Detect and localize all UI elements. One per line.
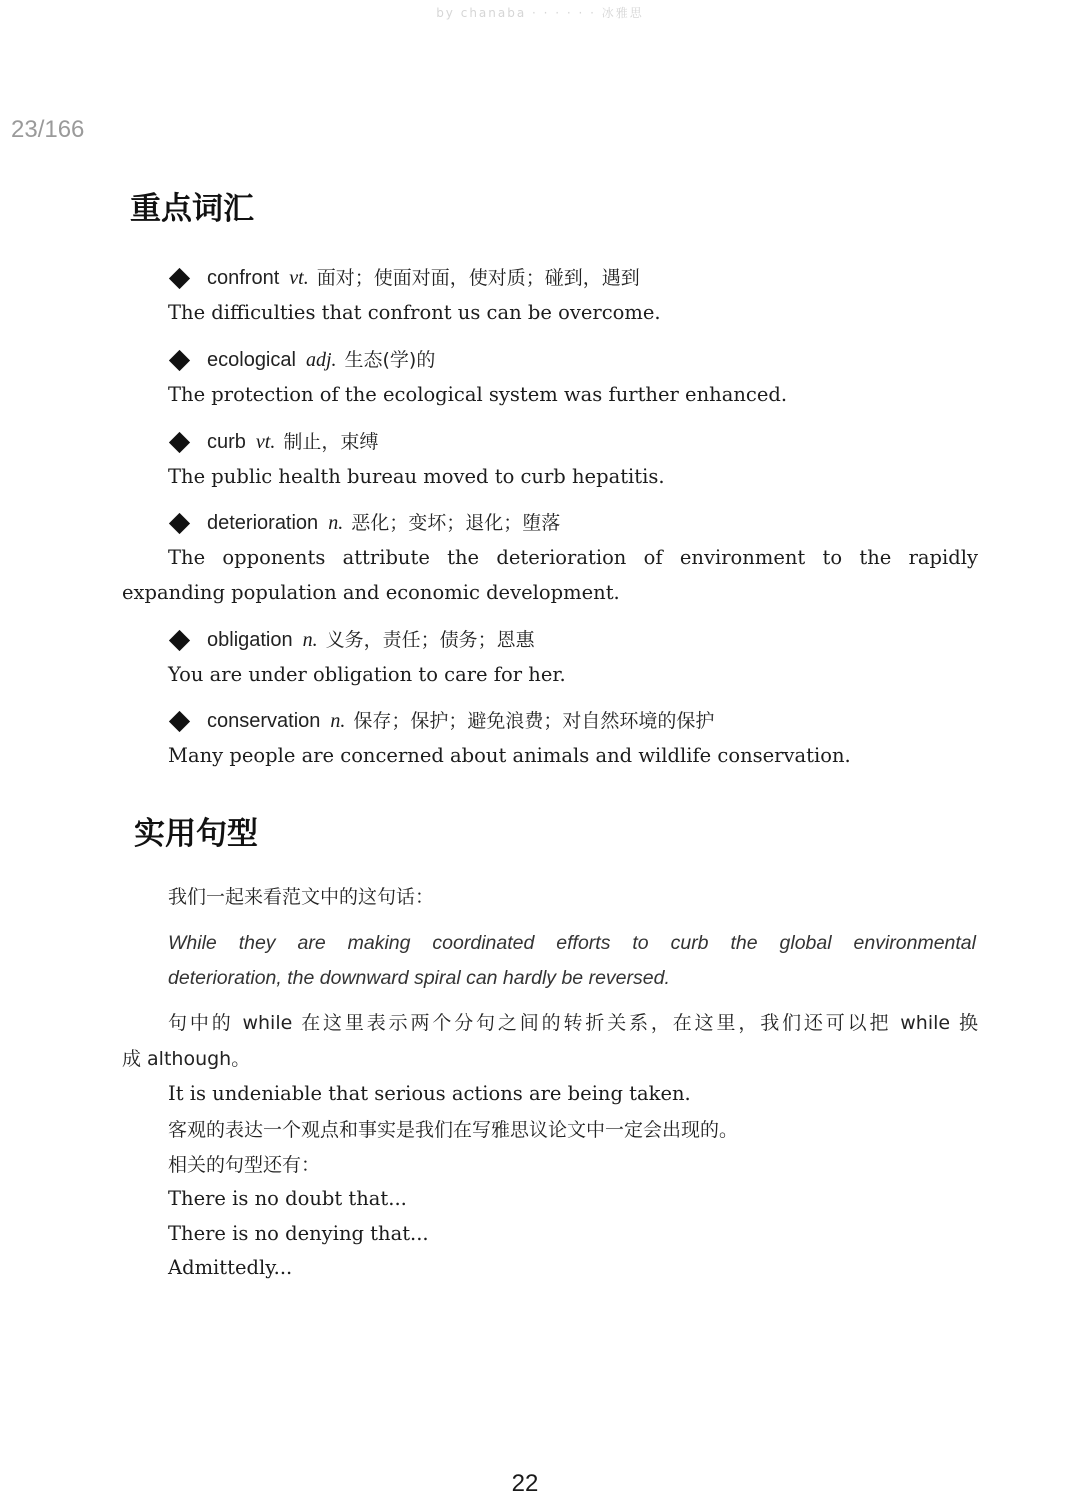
vocab-word: confront [207,267,280,289]
vocab-meaning: 面对；使面对面，使对质；碰到，遇到 [316,267,640,289]
model-sentence-quote: While they are making coordinated efforts to curb the global environmental [168,932,976,954]
vocab-pos: n. [328,512,344,534]
vocab-entry-confront [168,264,640,291]
vocab-example: The difficulties that confront us can be overcome. [168,301,661,324]
diamond-bullet-icon [169,431,190,452]
page-counter: 23/166 [11,116,85,143]
vocab-entry-obligation [168,626,535,653]
vocab-example: The protection of the ecological system was further enhanced. [168,383,788,406]
example-sentence: It is undeniable that serious actions are being taken. [168,1082,691,1105]
note-text: 客观的表达一个观点和事实是我们在写雅思议论文中一定会出现的。 [168,1119,739,1141]
explanation-continued: 成 although。 [122,1048,251,1070]
patterns-intro: 我们一起来看范文中的这句话： [168,886,435,908]
diamond-bullet-icon [169,710,190,731]
vocab-pos: n. [302,629,318,651]
vocab-heading: 重点词汇 [130,191,254,227]
diamond-bullet-icon [169,349,190,370]
diamond-bullet-icon [169,629,190,650]
vocab-example-continued: expanding population and economic development. [122,581,620,604]
related-pattern: Admittedly... [168,1256,293,1279]
vocab-pos: vt. [255,431,276,453]
model-sentence-quote-continued: deterioration, the downward spiral can hardly be reversed. [168,967,670,989]
vocab-word: curb [207,431,246,453]
diamond-bullet-icon [169,267,190,288]
vocab-pos: n. [330,710,346,732]
vocab-example: The public health bureau moved to curb hepatitis. [168,465,665,488]
related-pattern: There is no doubt that... [168,1187,407,1210]
vocab-entry-deterioration [168,509,560,536]
vocab-meaning: 义务，责任；债务；恩惠 [325,629,535,651]
scan-header-faint: by chanaba · · · · · · 冰雅思 [436,6,644,20]
vocab-example: Many people are concerned about animals and wildlife conservation. [168,744,851,767]
diamond-bullet-icon [169,512,190,533]
related-intro: 相关的句型还有： [168,1154,321,1176]
vocab-example: You are under obligation to care for her. [168,663,566,686]
explanation: 句中的 while 在这里表示两个分句之间的转折关系，在这里，我们还可以把 while 换 [168,1012,978,1034]
vocab-pos: vt. [289,267,309,289]
vocab-entry-conservation [168,707,714,734]
vocab-meaning: 制止，束缚 [283,431,379,453]
vocab-meaning: 保存；保护；避免浪费；对自然环境的保护 [353,710,715,732]
vocab-word: conservation [207,710,321,732]
vocab-example: The opponents attribute the deterioration of environment to the rapidly [168,546,978,569]
vocab-pos: adj. [305,349,337,371]
page-number: 22 [511,1470,539,1497]
vocab-entry-ecological [168,346,435,373]
vocab-word: deterioration [207,512,319,534]
vocab-word: obligation [207,629,293,651]
vocab-meaning: 恶化；变坏；退化；堕落 [351,512,561,534]
patterns-heading: 实用句型 [134,816,258,852]
vocab-meaning: 生态(学)的 [344,349,436,371]
related-pattern: There is no denying that... [168,1222,429,1245]
vocab-word: ecological [207,349,296,371]
vocab-entry-curb [168,428,378,455]
